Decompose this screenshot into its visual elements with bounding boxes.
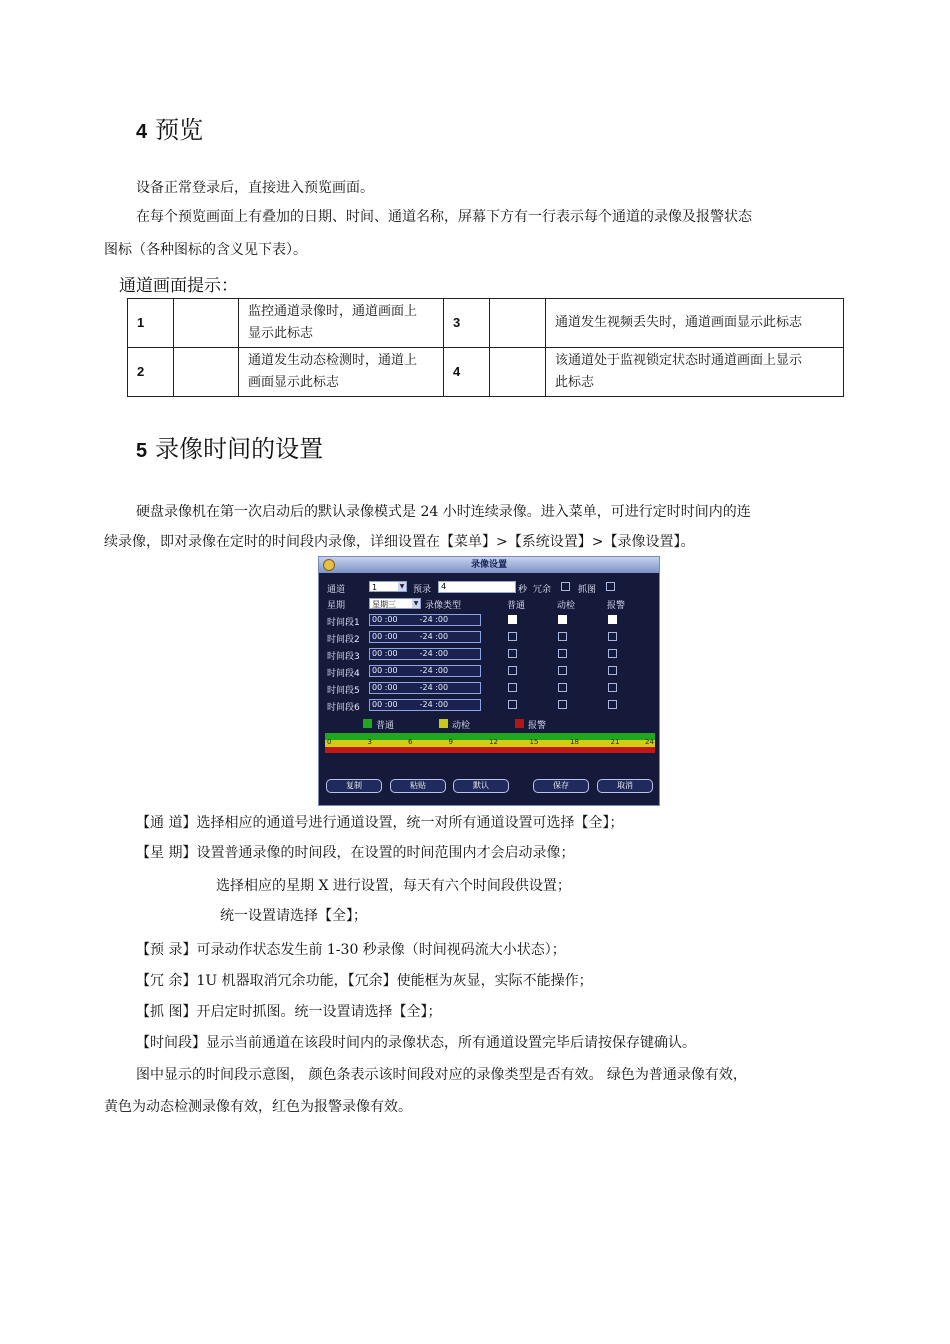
note-snapshot: 【抓 图】开启定时抓图。统一设置请选择【全】； — [136, 1004, 442, 1020]
legend-label: 动检 — [452, 721, 471, 731]
desc-line: 显示此标志 — [248, 326, 314, 341]
period-normal-checkbox[interactable] — [508, 615, 517, 624]
desc-line: 画面显示此标志 — [248, 375, 340, 390]
period-time-input[interactable] — [369, 665, 481, 677]
period-end: -24 :00 — [419, 632, 449, 641]
period-motion-checkbox[interactable] — [558, 649, 567, 658]
period-motion-checkbox[interactable] — [558, 632, 567, 641]
col-alarm-label: 报警 — [607, 601, 626, 611]
redundancy-label: 冗余 — [533, 585, 552, 595]
timeline-tick-label: 18 — [570, 738, 579, 746]
row-number: 4 — [444, 348, 490, 397]
note-description: 黄色为动态检测录像有效，红色为报警录像有效。 — [104, 1099, 412, 1115]
period-end: -24 :00 — [419, 649, 449, 658]
week-value: 星期三 — [372, 600, 396, 609]
table-row — [128, 348, 844, 397]
seconds-label: 秒 — [518, 585, 528, 595]
timeline-tick-label: 15 — [529, 738, 539, 746]
row-number: 2 — [128, 348, 174, 397]
section4-heading — [136, 110, 203, 145]
col-motion-label: 动检 — [557, 601, 576, 611]
rectype-label: 录像类型 — [425, 601, 462, 611]
period-motion-checkbox[interactable] — [558, 615, 567, 624]
period-start: 00 :00 — [372, 615, 398, 624]
period-alarm-checkbox[interactable] — [608, 615, 617, 624]
period-end: -24 :00 — [419, 683, 449, 692]
period-end: -24 :00 — [419, 666, 449, 675]
period-label: 时间段6 — [327, 703, 360, 713]
section-number: 5 — [136, 440, 148, 462]
period-alarm-checkbox[interactable] — [608, 683, 617, 692]
period-start: 00 :00 — [372, 649, 398, 658]
note-period: 【时间段】显示当前通道在该段时间内的录像状态，所有通道设置完毕后请按保存键确认。 — [136, 1035, 696, 1051]
week-label: 星期 — [327, 601, 346, 611]
period-end: -24 :00 — [419, 700, 449, 709]
legend-label: 普通 — [376, 721, 395, 731]
description-cell — [239, 299, 444, 348]
period-motion-checkbox[interactable] — [558, 666, 567, 675]
period-normal-checkbox[interactable] — [508, 683, 517, 692]
period-start: 00 :00 — [372, 700, 398, 709]
period-time-input[interactable] — [369, 682, 481, 694]
desc-line: 此标志 — [555, 375, 595, 390]
period-label: 时间段3 — [327, 652, 360, 662]
description-cell — [546, 299, 844, 348]
paragraph: 续录像，即对录像在定时的时间段内录像，详细设置在【菜单】>【系统设置】>【录像设置】。 — [104, 534, 695, 550]
desc-line: 通道发生视频丢失时，通道画面显示此标志 — [555, 315, 803, 330]
timeline-tick-label: 3 — [367, 738, 372, 746]
section-title: 预览 — [155, 116, 204, 144]
period-time-input[interactable] — [369, 648, 481, 660]
period-alarm-checkbox[interactable] — [608, 649, 617, 658]
timeline-tick-label: 9 — [448, 738, 453, 746]
redundancy-checkbox[interactable] — [561, 582, 570, 591]
period-alarm-checkbox[interactable] — [608, 632, 617, 641]
timeline-tick-label: 6 — [408, 738, 413, 746]
period-label: 时间段4 — [327, 669, 360, 679]
chevron-down-icon: ▼ — [413, 600, 419, 607]
period-normal-checkbox[interactable] — [508, 649, 517, 658]
period-label: 时间段1 — [327, 618, 360, 628]
channel-label: 通道 — [327, 585, 346, 595]
timeline-alarm-bar — [325, 747, 655, 753]
description-cell — [546, 348, 844, 397]
icon-cell — [174, 348, 239, 397]
desc-line: 该通道处于监视锁定状态时通道画面上显示 — [555, 353, 803, 368]
period-normal-checkbox[interactable] — [508, 666, 517, 675]
snapshot-label: 抓图 — [578, 585, 597, 595]
period-alarm-checkbox[interactable] — [608, 700, 617, 709]
default-button[interactable]: 默认 — [453, 779, 509, 793]
section-number: 4 — [136, 121, 148, 143]
record-settings-dialog — [318, 556, 660, 806]
note-week-sub: 统一设置请选择【全】； — [220, 908, 367, 924]
channel-hint-table — [127, 298, 844, 397]
prerecord-label: 预录 — [413, 585, 432, 595]
paste-button[interactable]: 粘贴 — [390, 779, 446, 793]
section-title: 录像时间的设置 — [155, 435, 324, 463]
period-motion-checkbox[interactable] — [558, 700, 567, 709]
timeline-tick-label: 24 — [645, 738, 654, 746]
dialog-titlebar — [319, 557, 659, 573]
snapshot-checkbox[interactable] — [606, 582, 615, 591]
period-time-input[interactable] — [369, 631, 481, 643]
period-alarm-checkbox[interactable] — [608, 666, 617, 675]
note-redundancy: 【冗 余】1U 机器取消冗余功能，【冗余】使能框为灰显，实际不能操作； — [136, 973, 593, 989]
paragraph: 在每个预览画面上有叠加的日期、时间、通道名称，屏幕下方有一行表示每个通道的录像及报警状态 — [136, 209, 752, 225]
col-normal-label: 普通 — [507, 601, 526, 611]
paragraph: 图标（各种图标的含义见下表）。 — [104, 242, 307, 258]
period-time-input[interactable] — [369, 699, 481, 711]
copy-button[interactable]: 复制 — [326, 779, 382, 793]
paragraph: 设备正常登录后，直接进入预览画面。 — [136, 180, 374, 196]
chevron-down-icon: ▼ — [399, 583, 405, 590]
period-normal-checkbox[interactable] — [508, 632, 517, 641]
subheading: 通道画面提示： — [119, 276, 238, 296]
timeline-tick-label: 0 — [327, 738, 332, 746]
period-start: 00 :00 — [372, 683, 398, 692]
table-row — [128, 299, 844, 348]
icon-cell — [490, 348, 546, 397]
desc-line: 通道发生动态检测时，通道上 — [248, 353, 418, 368]
timeline-tick-label: 12 — [489, 738, 498, 746]
dialog-title: 录像设置 — [470, 560, 507, 570]
note-week-sub: 选择相应的星期 X 进行设置，每天有六个时间段供设置； — [216, 878, 571, 894]
week-select[interactable] — [369, 598, 421, 609]
period-time-input[interactable] — [369, 614, 481, 626]
period-end: -24 :00 — [419, 615, 449, 624]
period-start: 00 :00 — [372, 666, 398, 675]
icon-cell — [490, 299, 546, 348]
legend-label: 报警 — [528, 721, 547, 731]
icon-cell — [174, 299, 239, 348]
note-prerecord: 【预 录】可录动作状态发生前 1-30 秒录像（时间视码流大小状态）； — [136, 942, 566, 958]
save-button[interactable]: 保存 — [533, 779, 589, 793]
note-description: 图中显示的时间段示意图， 颜色条表示该时间段对应的录像类型是否有效。 绿色为普通录像有效， — [136, 1067, 747, 1083]
note-channel: 【通 道】选择相应的通道号进行通道设置，统一对所有通道设置可选择【全】； — [136, 815, 624, 831]
settings-icon — [323, 559, 335, 571]
period-motion-checkbox[interactable] — [558, 683, 567, 692]
timeline-bar — [325, 733, 655, 753]
period-label: 时间段5 — [327, 686, 360, 696]
period-normal-checkbox[interactable] — [508, 700, 517, 709]
channel-value: 1 — [372, 583, 378, 592]
section5-heading — [136, 429, 323, 464]
channel-select[interactable] — [369, 581, 407, 592]
period-start: 00 :00 — [372, 632, 398, 641]
row-number: 1 — [128, 299, 174, 348]
legend-swatch — [439, 719, 448, 728]
legend-swatch — [363, 719, 372, 728]
row-number: 3 — [444, 299, 490, 348]
prerecord-input[interactable]: 4 — [438, 581, 516, 593]
period-label: 时间段2 — [327, 635, 360, 645]
timeline-tick-label: 21 — [610, 738, 620, 746]
legend-swatch — [515, 719, 524, 728]
paragraph: 硬盘录像机在第一次启动后的默认录像模式是 24 小时连续录像。进入菜单，可进行定时时间内的连 — [136, 504, 751, 520]
description-cell — [239, 348, 444, 397]
desc-line: 监控通道录像时，通道画面上 — [248, 304, 418, 319]
note-week: 【星 期】设置普通录像的时间段，在设置的时间范围内才会启动录像； — [136, 845, 575, 861]
cancel-button[interactable]: 取消 — [597, 779, 653, 793]
